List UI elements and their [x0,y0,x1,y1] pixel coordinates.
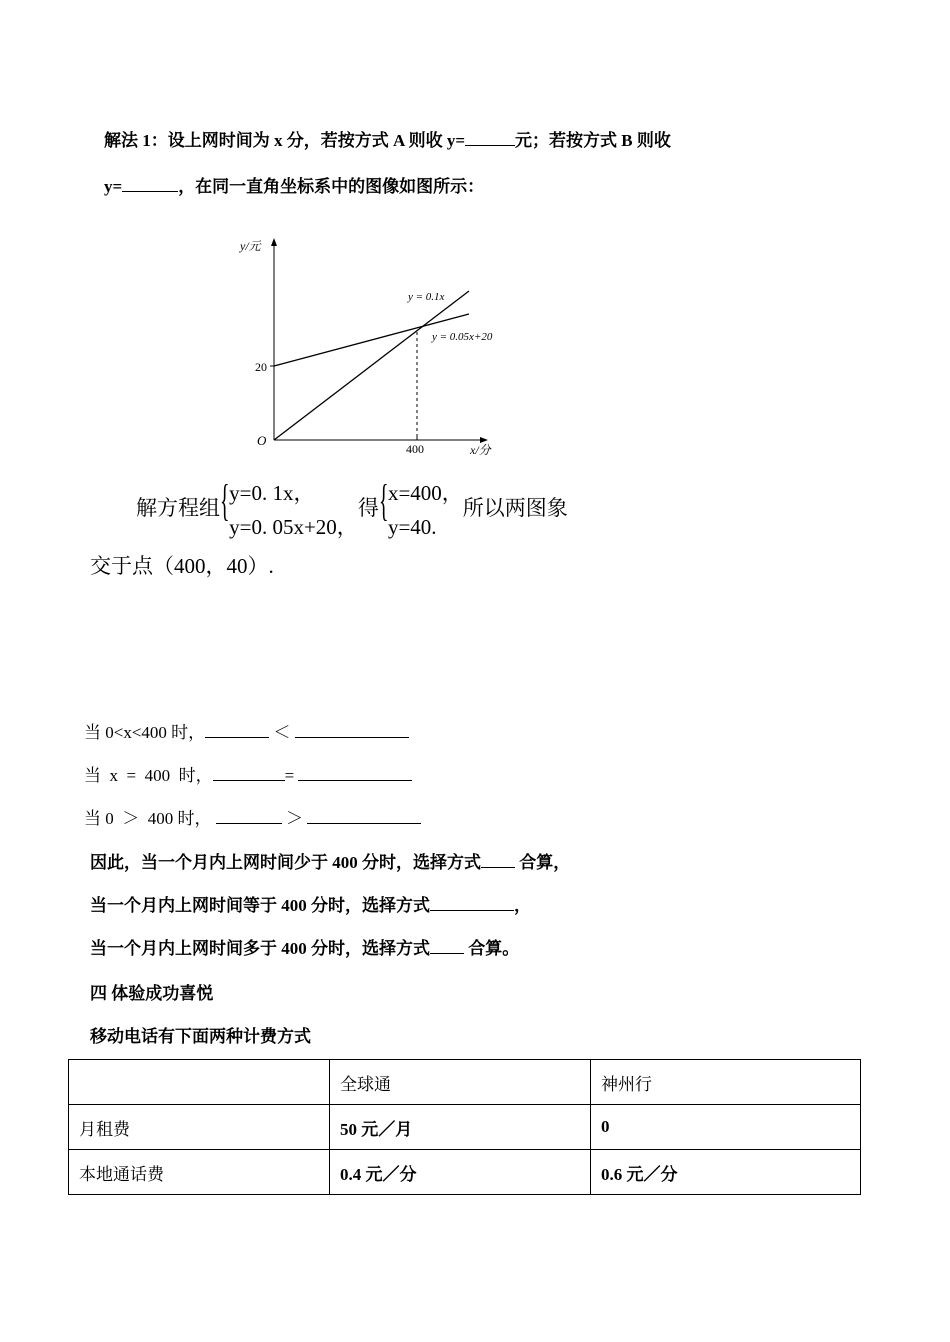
answer-blank [430,937,464,954]
answer-blank [295,721,409,738]
conclusion-1b: 合算， [515,853,571,872]
intro-line-2 [104,172,484,197]
case-greater-op: ＞ [286,809,303,828]
case-equal-op: = [284,766,295,785]
section-intro: 移动电话有下面两种计费方式 [90,1027,311,1046]
x-axis-label: x/分 [470,443,491,457]
equation-system [229,476,358,544]
y-axis-label: y/元 [240,239,261,253]
solution-get: 得 [357,495,379,520]
left-brace: { [378,475,389,525]
left-brace: { [220,475,230,525]
section-heading: 四 体验成功喜悦 [90,984,214,1003]
table-cell: 50 元／月 [330,1105,591,1150]
case-equal [84,761,412,786]
solution-block [136,476,568,544]
conclusion-2b: ， [514,896,531,915]
table-header-cell: 神州行 [591,1060,861,1105]
answer-blank [481,851,515,868]
equation-2: y=0. 05x+20， [229,515,358,539]
fee-table [68,1059,861,1195]
case-greater-text: 当 0 ＞ 400 时， [84,809,212,828]
conclusion-line-1 [90,848,570,873]
table-header-row [69,1060,861,1105]
intro-text-1a: 解法 1：设上网时间为 x 分，若按方式 A 则收 y= [104,131,466,150]
equation-1: y=0. 1x， [229,481,315,505]
table-cell: 0 [591,1105,861,1150]
case-greater [84,804,421,829]
table-cell: 本地通话费 [69,1150,330,1195]
answer-blank [307,807,421,824]
origin-label: O [257,433,267,448]
conclusion-line-2 [90,891,531,916]
line-b-label: y = 0.05x+20 [432,331,493,343]
y-axis-arrow [271,238,277,246]
table-row [69,1105,861,1150]
answer-blank [430,894,514,911]
intro-text-2a: y= [104,177,123,196]
answer-blank [465,129,515,146]
intro-text-1b: 元；若按方式 B 则收 [515,131,671,150]
conclusion-line-3 [90,934,519,959]
result-1: x=400， [387,481,463,505]
conclusion-1a: 因此，当一个月内上网时间少于 400 分时，选择方式 [90,853,481,872]
table-header-cell [69,1060,330,1105]
intro-text-2b: ，在同一直角坐标系中的图像如图所示： [178,177,485,196]
answer-blank [298,764,412,781]
conclusion-3b: 合算。 [464,939,520,958]
answer-blank [122,175,178,192]
answer-blank [205,721,269,738]
conclusion-2a: 当一个月内上网时间等于 400 分时，选择方式 [90,896,430,915]
table-cell: 0.4 元／分 [330,1150,591,1195]
table-cell: 月租费 [69,1105,330,1150]
result-2: y=40. [387,515,437,539]
intro-line-1 [104,126,671,151]
case-less [84,718,409,743]
solution-suffix: 所以两图象 [462,495,568,520]
case-equal-text: 当 x = 400 时， [84,766,213,785]
line-a [274,291,469,440]
case-less-text: 当 0<x<400 时， [84,723,206,742]
table-row [69,1150,861,1195]
solution-line-2: 交于点（400，40）. [90,554,274,578]
y-tick-label: 20 [255,360,267,374]
answer-blank [216,807,282,824]
result-system [388,476,463,544]
conclusion-3a: 当一个月内上网时间多于 400 分时，选择方式 [90,939,430,958]
line-graph [238,232,528,462]
table-cell: 0.6 元／分 [591,1150,861,1195]
solution-prefix: 解方程组 [136,495,220,520]
answer-blank [213,764,285,781]
x-tick-label: 400 [406,442,424,456]
case-less-op: ＜ [273,723,291,742]
line-a-label: y = 0.1x [408,291,445,303]
table-header-cell: 全球通 [330,1060,591,1105]
